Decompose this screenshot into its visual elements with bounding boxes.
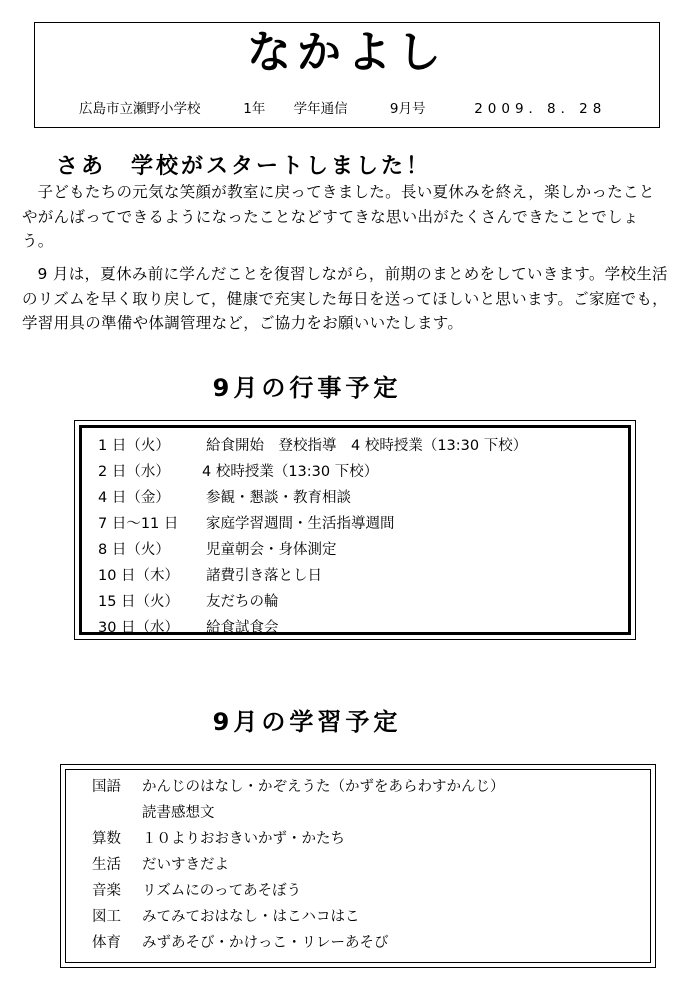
event-row	[98, 563, 322, 589]
study-row	[92, 774, 505, 800]
issue-number: 9月号	[389, 101, 426, 117]
event-row	[98, 485, 351, 511]
study-row	[92, 826, 345, 852]
study-row	[92, 800, 215, 826]
event-date: 15 日（火）	[98, 594, 180, 610]
event-text: 給食試食会	[206, 620, 279, 636]
study-row	[92, 852, 229, 878]
event-row	[98, 615, 279, 641]
event-row	[98, 589, 279, 615]
study-content: みてみておはなし・はこハコはこ	[142, 909, 360, 925]
study-subject: 図工	[92, 909, 121, 925]
event-row	[98, 537, 337, 563]
school-name: 広島市立瀬野小学校	[79, 101, 201, 117]
study-content: かんじのはなし・かぞえうた（かずをあらわすかんじ）	[142, 779, 505, 795]
event-text: 家庭学習週間・生活指導週間	[206, 516, 395, 532]
study-subject: 生活	[92, 857, 121, 873]
study-content: リズムにのってあそぼう	[142, 883, 302, 899]
study-content: だいすきだよ	[142, 857, 229, 873]
events-box-inner	[79, 425, 631, 635]
study-subject: 体育	[92, 935, 121, 951]
event-date: 8 日（火）	[98, 542, 170, 558]
event-date: 4 日（金）	[98, 490, 170, 506]
intro-paragraph-1: 子どもたちの元気な笑顔が教室に戻ってきました。長い夏休みを終え，楽しかったことやがんばってできるようになったことなどすてきな思い出がたくさんできたことでしょう。	[22, 183, 655, 250]
study-content: みずあそび・かけっこ・リレーあそび	[142, 935, 389, 951]
event-date: 2 日（水）	[98, 464, 170, 480]
intro-paragraph-2: 9 月は，夏休み前に学んだことを復習しながら，前期のまとめをしていきます。学校生活のリズムを早く取り戻して，健康で充実した毎日を送ってほしいと思います。ご家庭でも，学習用具の準備や体調管理など，ご協力をお願いいたします。	[22, 265, 668, 332]
study-row	[92, 878, 301, 904]
issue-date: 2009．8．28	[474, 101, 607, 117]
masthead-box	[34, 22, 660, 128]
event-text: 給食開始 登校指導 4 校時授業（13:30 下校）	[206, 438, 528, 454]
event-date: 7 日～11 日	[98, 516, 179, 532]
event-text: 友だちの輪	[206, 594, 279, 610]
event-date: 1 日（火）	[98, 438, 170, 454]
event-text: 参観・懇談・教育相談	[206, 490, 351, 506]
event-date: 10 日（木）	[98, 568, 180, 584]
event-date: 30 日（水）	[98, 620, 180, 636]
study-row	[92, 930, 389, 956]
events-box	[74, 420, 636, 640]
study-subject: 音楽	[92, 883, 121, 899]
event-row	[98, 511, 395, 537]
event-row	[98, 433, 527, 459]
newsletter-title: なかよし	[247, 27, 447, 78]
study-box	[60, 764, 656, 968]
newsletter-type: 学年通信	[293, 101, 348, 117]
study-content: １０よりおおきいかず・かたち	[142, 831, 345, 847]
study-row	[92, 904, 360, 930]
event-text: 児童朝会・身体測定	[206, 542, 337, 558]
issue-line	[79, 99, 606, 119]
event-text: 4 校時授業（13:30 下校）	[202, 464, 379, 480]
grade-label: 1年	[243, 101, 266, 117]
study-subject: 算数	[92, 831, 121, 847]
study-subject: 国語	[92, 779, 121, 795]
intro-heading: さあ 学校がスタートしました！	[56, 154, 432, 179]
event-text: 諸費引き落とし日	[206, 568, 322, 584]
study-title: 9月の学習予定	[212, 708, 402, 736]
event-row	[98, 459, 378, 485]
study-content: 読書感想文	[142, 805, 215, 821]
study-box-inner	[65, 769, 651, 963]
events-title: 9月の行事予定	[212, 374, 402, 402]
